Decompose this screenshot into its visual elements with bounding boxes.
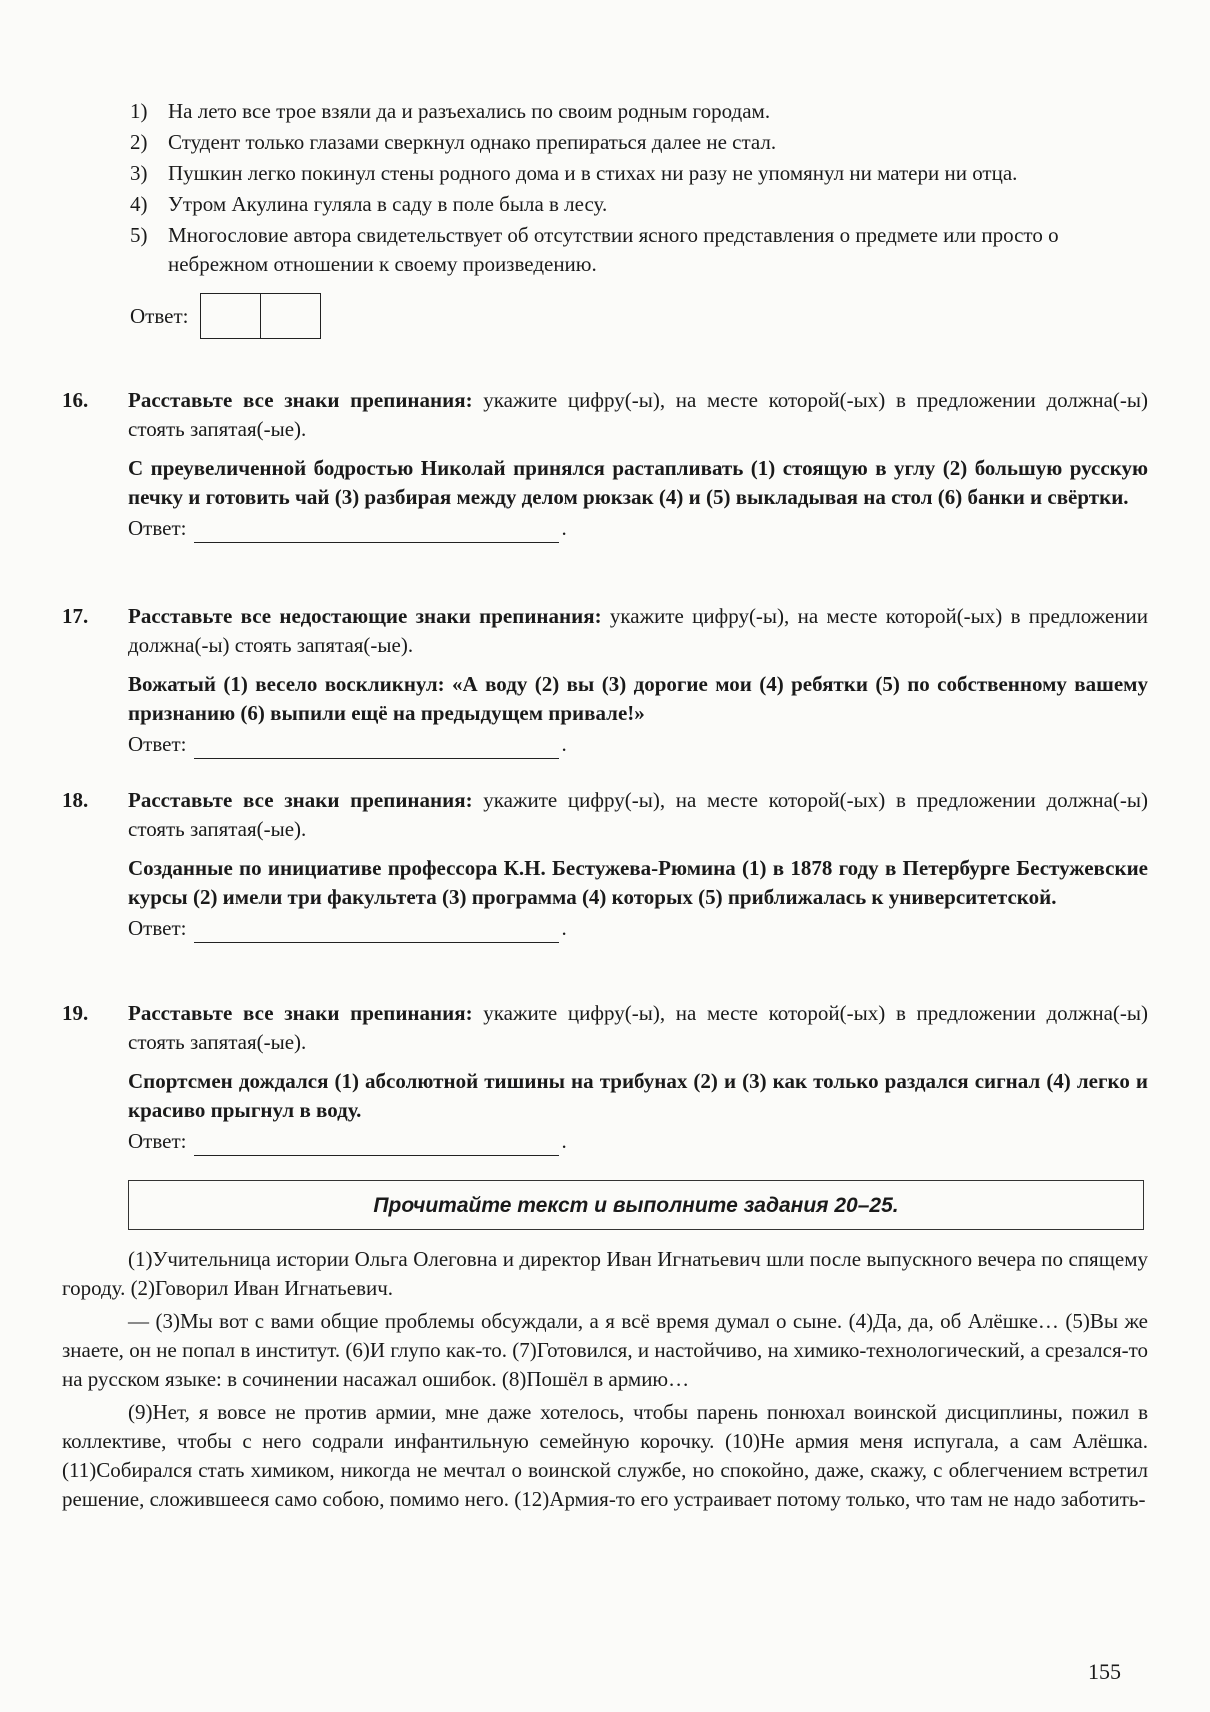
task-sentence: С преувеличенной бодростью Николай принялся растапливать (1) стоящую в углу (2) большую русскую печку и готовить чай (3) разбирая между делом рюкзак (4) и (5) выкладывая на стол (6) банки и свёртки. (128, 456, 1148, 509)
answer-label: Ответ: (128, 916, 187, 940)
task15-option: 3) Пушкин легко покинул стены родного дома и в стихах ни разу не упомянул ни матери ни отца. (130, 161, 1018, 185)
task-sentence: Созданные по инициативе профессора К.Н. Бестужева-Рюмина (1) в 1878 году в Петербурге Бестужевские курсы (2) имели три факультета (3) программа (4) которых (5) приближалась к университетской. (128, 856, 1148, 909)
answer-cell[interactable] (260, 294, 320, 338)
answer-label: Ответ: (128, 516, 187, 540)
task15-answer (130, 293, 1150, 339)
task-17 (62, 602, 1148, 759)
task-sentence: Вожатый (1) весело воскликнул: «А воду (2) вы (3) дорогие мои (4) ребятки (5) по собственному вашему признанию (6) выпили ещё на предыдущем привале!» (128, 672, 1148, 725)
reading-paragraph: — (3)Мы вот с вами общие проблемы обсуждали, а я всё время думал о сыне. (4)Да, да, об Алёшке… (5)Вы же знаете, он не попал в институт. (6)И глупо как-то. (7)Готовился, и настойчиво, на химико-технологический, а срезался-то на русском языке: в сочинении насажал ошибок. (8)Пошёл в армию… (62, 1309, 1148, 1391)
reading-paragraph: (9)Нет, я вовсе не против армии, мне даже хотелось, чтобы парень понюхал воинской дисциплины, пожил в коллективе, чтобы с него содрали инфантильную семейную корочку. (10)Не армия меня испугала, а сам Алёшка. (11)Собирался стать химиком, никогда не мечтал о воинской службе, но спокойно, даже, скажу, с облегчением встретил решение, сложившееся само собою, помимо него. (12)Армия-то его устраивает потому только, что там не надо заботить- (62, 1400, 1148, 1511)
answer-label: Ответ: (128, 1129, 187, 1153)
answer-input-line[interactable] (194, 520, 559, 543)
reading-paragraph: (1)Учительница истории Ольга Олеговна и директор Иван Игнатьевич шли после выпускного вечера по спящему городу. (2)Говорил Иван Игнатьевич. (62, 1247, 1148, 1300)
task-instruction: Расставьте все знаки препинания: укажите цифру(-ы), на месте которой(-ых) в предложении должна(-ы) стоять запятая(-ые). (128, 1001, 1148, 1054)
task-number: 19. (62, 1001, 89, 1025)
answer-input-line[interactable] (194, 1133, 559, 1156)
reading-instruction-frame: Прочитайте текст и выполните задания 20–25. (128, 1180, 1144, 1230)
answer-field: Ответ: . (128, 730, 1148, 759)
task-instruction: Расставьте все знаки препинания: укажите цифру(-ы), на месте которой(-ых) в предложении должна(-ы) стоять запятая(-ые). (128, 388, 1148, 441)
answer-label: Ответ: (128, 732, 187, 756)
task-number: 16. (62, 388, 89, 412)
answer-cell[interactable] (201, 294, 260, 338)
task-19 (62, 999, 1148, 1156)
task-sentence: Спортсмен дождался (1) абсолютной тишины на трибунах (2) и (3) как только раздался сигнал (4) легко и красиво прыгнул в воду. (128, 1069, 1148, 1122)
answer-label: Ответ: (130, 303, 189, 328)
task15-answer-boxes[interactable] (200, 293, 321, 339)
reading-text (62, 1245, 1148, 1518)
task-18 (62, 786, 1148, 943)
task15-option: 4) Утром Акулина гуляла в саду в поле была в лесу. (130, 192, 608, 216)
task-instruction: Расставьте все знаки препинания: укажите цифру(-ы), на месте которой(-ых) в предложении должна(-ы) стоять запятая(-ые). (128, 788, 1148, 841)
task15-option: 5) Многословие автора свидетельствует об отсутствии ясного представления о предмете или просто о небрежном отношении к своему произведению. (130, 223, 1059, 276)
answer-input-line[interactable] (194, 920, 559, 943)
answer-field: Ответ: . (128, 1127, 1148, 1156)
task-instruction: Расставьте все недостающие знаки препинания: укажите цифру(-ы), на месте которой(-ых) в предложении должна(-ы) стоять запятая(-ые). (128, 604, 1148, 657)
task-16 (62, 386, 1148, 543)
task-number: 17. (62, 604, 89, 628)
task-number: 18. (62, 788, 89, 812)
task15-option: 1) На лето все трое взяли да и разъехались по своим родным городам. (130, 99, 771, 123)
answer-field: Ответ: . (128, 914, 1148, 943)
page-number: 155 (1088, 1659, 1121, 1684)
task15-option: 2) Студент только глазами сверкнул однако препираться далее не стал. (130, 130, 777, 154)
task15-options-list (130, 97, 1150, 341)
answer-input-line[interactable] (194, 736, 559, 759)
answer-field: Ответ: . (128, 514, 1148, 543)
